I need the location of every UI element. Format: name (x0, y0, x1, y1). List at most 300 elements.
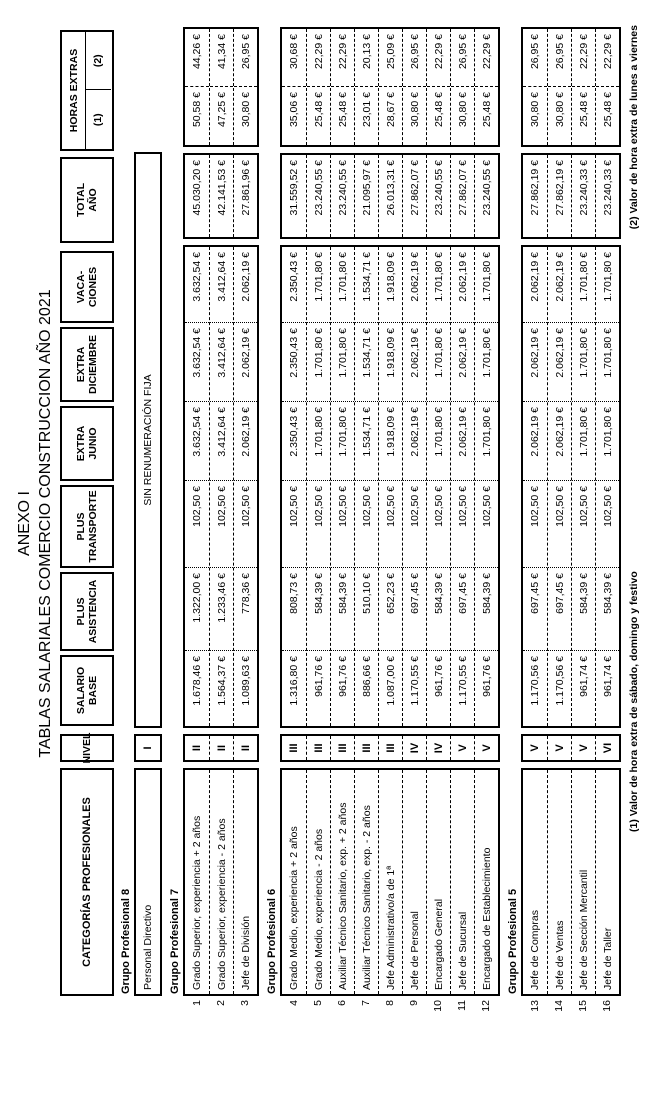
categories-box (280, 768, 500, 996)
row-number: 2 (214, 1000, 227, 1006)
money-cell: 2.062,19 € (403, 323, 426, 402)
total-cell: 21.095,97 € (354, 155, 378, 237)
group (506, 0, 621, 1022)
money-cell: 2.062,19 € (451, 247, 474, 323)
money-cell: 2.062,19 € (451, 323, 474, 402)
money-cell: 1.322,00 € (185, 568, 209, 651)
horas-cell: 35,06 € (288, 92, 300, 128)
horas-cell: 28,67 € (385, 92, 397, 128)
money-cell: 961,76 € (337, 656, 349, 697)
money-cell: 1.701,80 € (331, 323, 354, 402)
header-vacaciones (60, 251, 114, 323)
horas-cell: 30,68 € (282, 29, 306, 87)
horas-row (306, 29, 330, 145)
money-box (521, 245, 621, 728)
table-row (233, 247, 257, 726)
group (168, 0, 259, 1022)
nivel-cell: V (450, 736, 474, 760)
nivel-cell: I (142, 746, 154, 750)
horas-cell: 25,09 € (379, 29, 402, 87)
category-cell: Grado Medio, experiencia + 2 años (288, 826, 300, 990)
horas-cell: 26,95 € (403, 29, 426, 87)
horas-cell: 22,29 € (307, 29, 330, 87)
total-cell: 23.240,55 € (306, 155, 330, 237)
money-cell: 1.701,80 € (331, 247, 354, 323)
money-cell: 961,74 € (602, 656, 614, 697)
header-salario-base (60, 655, 114, 726)
money-cell: 1.701,80 € (307, 402, 330, 481)
category-cell: Grado Superior, experiencia + 2 años (191, 815, 203, 990)
money-cell: 1.170,56 € (554, 656, 566, 706)
money-cell: 584,39 € (331, 568, 354, 651)
money-cell: 2.062,19 € (234, 402, 257, 481)
money-cell: 1.564,37 € (216, 656, 228, 706)
horas-cell: 26,95 € (234, 29, 257, 87)
row-number: 1 (190, 1000, 203, 1006)
nivel-box (521, 734, 621, 762)
row-numbers (134, 996, 161, 1022)
row-number: 13 (528, 1000, 541, 1012)
money-cell: 886,66 € (361, 656, 373, 697)
horas-cell: 22,29 € (331, 29, 354, 87)
horas-cell: 41,34 € (210, 29, 233, 87)
horas-row (402, 29, 426, 145)
total-box (521, 153, 621, 239)
money-cell: 2.350,43 € (282, 247, 306, 323)
category-cell: Encargado de Establecimiento (474, 770, 498, 994)
total-box (280, 153, 500, 239)
footnotes (628, 25, 641, 1022)
total-cell: 23.240,33 € (571, 155, 595, 237)
table-row (185, 247, 209, 726)
money-cell: 1.701,80 € (572, 402, 595, 481)
category-cell: Auxiliar Técnico Sanitario, exp. + 2 años (330, 770, 354, 994)
horas-cell: 30,80 € (529, 92, 541, 128)
money-box (280, 245, 500, 728)
horas-cell: 25,48 € (433, 92, 445, 128)
row-number: 9 (407, 1000, 420, 1006)
header-nivel (60, 734, 114, 762)
table-row (595, 247, 619, 726)
money-cell: 1.170,55 € (409, 656, 421, 706)
horas-cell: 30,80 € (240, 92, 252, 128)
money-cell: 697,45 € (451, 568, 474, 651)
row-numbers (521, 996, 620, 1022)
header-horas-title: HORAS EXTRAS (62, 32, 86, 149)
row-numbers (280, 996, 499, 1022)
money-cell: 102,50 € (379, 481, 402, 568)
nivel-box (134, 734, 162, 762)
footnote-2: (2) Valor de hora extra de lunes a viernes (628, 25, 640, 230)
header-plus-transporte (60, 485, 114, 568)
group-block (521, 0, 621, 1022)
money-cell: 1.701,80 € (596, 402, 619, 481)
horas-cell: 25,48 € (578, 92, 590, 128)
table-row (402, 247, 426, 726)
total-cell: 27.862,19 € (529, 160, 541, 216)
header-horas-sub-1: (1) (92, 113, 104, 127)
category-cell: Grado Superior, experiencia - 2 años (209, 770, 233, 994)
page-title: TABLAS SALARIALES COMERCIO CONSTRUCCION AÑO 2021 (37, 289, 54, 758)
table-row (547, 247, 571, 726)
money-cell: 1.918,09 € (379, 402, 402, 481)
total-box (183, 153, 259, 239)
header-line: VACA- (74, 270, 87, 304)
money-cell: 1.170,55 € (457, 656, 469, 706)
horas-row (571, 29, 595, 145)
category-cell: Jefe de Ventas (547, 770, 571, 994)
header-line: BASE (87, 675, 99, 706)
row-numbers (183, 996, 258, 1022)
money-cell: 961,76 € (481, 656, 493, 697)
horas-cell: 25,48 € (337, 92, 349, 128)
money-cell: 2.062,19 € (234, 323, 257, 402)
money-cell: 1.701,80 € (331, 402, 354, 481)
money-cell: 2.062,19 € (523, 247, 547, 323)
horas-row (233, 29, 257, 145)
money-cell: 102,50 € (307, 481, 330, 568)
nivel-box (183, 734, 259, 762)
nivel-cell: V (474, 736, 498, 760)
group-label: Grupo Profesional 6 (266, 888, 278, 994)
nivel-cell: V (529, 744, 541, 752)
nivel-cell: III (378, 736, 402, 760)
horas-cell: 47,25 € (216, 92, 228, 128)
total-cell: 23.240,55 € (426, 155, 450, 237)
money-cell: 3.412,64 € (210, 402, 233, 481)
category-cell: Jefe Administrativo/a de 1ª (378, 770, 402, 994)
nivel-cell: II (191, 744, 203, 752)
table-body (119, 0, 621, 1022)
money-cell: 1.918,09 € (379, 323, 402, 402)
group-label: Grupo Profesional 5 (507, 888, 519, 994)
horas-cell: 30,80 € (554, 92, 566, 128)
money-cell: 584,39 € (572, 568, 595, 651)
header-plus-asistencia (60, 572, 114, 651)
nivel-cell: IV (402, 736, 426, 760)
group-block (280, 0, 500, 1022)
horas-cell: 25,48 € (313, 92, 325, 128)
nivel-cell: V (571, 736, 595, 760)
money-cell: 102,50 € (282, 481, 306, 568)
money-cell: 2.062,19 € (523, 323, 547, 402)
row-number: 5 (311, 1000, 324, 1006)
money-cell: 2.062,19 € (523, 402, 547, 481)
category-cell: Jefe de Sección Mercantil (571, 770, 595, 994)
header-line: PLUS (74, 512, 87, 541)
horas-box (521, 27, 621, 147)
nivel-cell: II (209, 736, 233, 760)
total-cell: 45.030,20 € (191, 160, 203, 216)
table-row (354, 247, 378, 726)
horas-row (330, 29, 354, 145)
row-number: 10 (431, 1000, 444, 1012)
money-cell: 102,50 € (403, 481, 426, 568)
money-cell: 102,50 € (523, 481, 547, 568)
header-line: ASISTENCIA (87, 579, 99, 644)
money-cell: 102,50 € (475, 481, 498, 568)
nivel-cell: V (547, 736, 571, 760)
horas-cell: 22,29 € (475, 29, 498, 87)
money-cell: 1.701,80 € (596, 323, 619, 402)
total-cell: 27.861,96 € (233, 155, 257, 237)
table-row (523, 247, 547, 726)
money-cell: 584,39 € (427, 568, 450, 651)
money-cell: 1.316,80 € (288, 656, 300, 706)
money-cell: 1.701,80 € (475, 323, 498, 402)
money-cell: 1.918,09 € (379, 247, 402, 323)
horas-box (183, 27, 259, 147)
horas-row (282, 29, 306, 145)
money-cell: 1.678,46 € (191, 656, 203, 706)
horas-row (426, 29, 450, 145)
row-number: 6 (335, 1000, 348, 1006)
horas-cell: 20,13 € (355, 29, 378, 87)
horas-row (523, 29, 547, 145)
table-row (209, 247, 233, 726)
money-box (183, 245, 259, 728)
horas-row (209, 29, 233, 145)
money-cell: 2.062,19 € (234, 247, 257, 323)
nivel-cell: III (354, 736, 378, 760)
money-cell: 102,50 € (451, 481, 474, 568)
categories-box (134, 768, 162, 996)
total-cell: 27.862,07 € (450, 155, 474, 237)
nivel-cell: III (306, 736, 330, 760)
money-cell: 3.632,54 € (185, 402, 209, 481)
header-horas-extras (60, 30, 114, 151)
category-cell: Grado Medio, experiencia - 2 años (306, 770, 330, 994)
horas-box (280, 27, 500, 147)
nivel-cell: III (288, 743, 300, 753)
money-cell: 584,39 € (307, 568, 330, 651)
header-categorias (60, 768, 114, 996)
categories-box (521, 768, 621, 996)
money-cell: 1.701,80 € (427, 247, 450, 323)
header-nivel-label: NIVEL (80, 732, 93, 764)
money-cell: 584,39 € (596, 568, 619, 651)
money-cell: 102,50 € (572, 481, 595, 568)
header-line: EXTRA (74, 346, 87, 383)
header-line: SALARIO (74, 666, 87, 715)
group-block (134, 0, 162, 1022)
money-cell: 102,50 € (596, 481, 619, 568)
category-cell: Encargado General (426, 770, 450, 994)
horas-cell: 50,58 € (191, 92, 203, 128)
categories-box (183, 768, 259, 996)
money-cell: 1.087,00 € (385, 656, 397, 706)
table-row (282, 247, 306, 726)
total-cell: 23.240,33 € (595, 155, 619, 237)
category-cell: Personal Directivo (142, 904, 154, 990)
total-cell: 42.141,53 € (209, 155, 233, 237)
footnote-1: (1) Valor de hora extra de sábado, domingo y festivo (628, 571, 640, 832)
money-cell: 778,36 € (234, 568, 257, 651)
horas-row (378, 29, 402, 145)
money-cell: 1.089,63 € (240, 656, 252, 706)
nivel-cell: III (330, 736, 354, 760)
row-number (137, 996, 161, 1022)
header-line: TOTAL (74, 182, 87, 218)
category-cell: Jefe de División (233, 770, 257, 994)
nivel-cell: VI (595, 736, 619, 760)
money-cell: 1.170,56 € (529, 656, 541, 706)
money-cell: 1.701,80 € (475, 247, 498, 323)
total-cell: 27.862,19 € (547, 155, 571, 237)
money-cell: 102,50 € (355, 481, 378, 568)
horas-cell: 23,01 € (361, 92, 373, 128)
money-cell: 808,73 € (282, 568, 306, 651)
row-number: 16 (600, 1000, 613, 1012)
table-row (450, 247, 474, 726)
annex-title: ANEXO I (16, 491, 33, 556)
horas-row (595, 29, 619, 145)
special-note-box (134, 152, 162, 728)
money-cell: 697,45 € (403, 568, 426, 651)
money-cell: 697,45 € (523, 568, 547, 651)
money-cell: 102,50 € (234, 481, 257, 568)
group (265, 0, 500, 1022)
money-cell: 1.534,71 € (355, 247, 378, 323)
horas-cell: 26,95 € (523, 29, 547, 87)
money-cell: 2.062,19 € (451, 402, 474, 481)
horas-cell: 30,80 € (457, 92, 469, 128)
horas-cell: 30,80 € (409, 92, 421, 128)
salary-table (60, 0, 641, 1098)
row-number: 7 (359, 1000, 372, 1006)
header-horas-sub-2: (2) (86, 32, 111, 91)
row-number: 8 (383, 1000, 396, 1006)
money-cell: 584,39 € (475, 568, 498, 651)
money-cell: 102,50 € (331, 481, 354, 568)
table-row (426, 247, 450, 726)
category-cell: Jefe de Taller (595, 770, 619, 994)
money-cell: 510,10 € (355, 568, 378, 651)
horas-cell: 26,95 € (548, 29, 571, 87)
group-block (183, 0, 259, 1022)
money-cell: 2.062,19 € (548, 402, 571, 481)
horas-row (474, 29, 498, 145)
header-line: AÑO (87, 188, 99, 212)
table-row (330, 247, 354, 726)
money-cell: 652,23 € (379, 568, 402, 651)
row-number: 4 (287, 1000, 300, 1006)
total-cell: 26.013,31 € (378, 155, 402, 237)
money-cell: 3.412,64 € (210, 247, 233, 323)
table-row (571, 247, 595, 726)
horas-cell: 25,48 € (602, 92, 614, 128)
header-line: JUNIO (87, 427, 99, 460)
table-row (306, 247, 330, 726)
money-cell: 102,50 € (210, 481, 233, 568)
table-header (60, 0, 114, 1022)
total-cell: 27.862,07 € (402, 155, 426, 237)
money-cell: 1.701,80 € (427, 402, 450, 481)
money-cell: 3.632,54 € (185, 247, 209, 323)
header-line: EXTRA (74, 425, 87, 462)
money-cell: 102,50 € (185, 481, 209, 568)
money-cell: 102,50 € (427, 481, 450, 568)
header-extra-diciembre (60, 327, 114, 402)
money-cell: 961,74 € (578, 656, 590, 697)
horas-cell: 44,26 € (185, 29, 209, 87)
category-cell: Auxiliar Técnico Sanitario, exp. - 2 años (354, 770, 378, 994)
nivel-cell: IV (426, 736, 450, 760)
nivel-cell: II (233, 736, 257, 760)
group (119, 0, 162, 1022)
row-number: 14 (552, 1000, 565, 1012)
money-cell: 1.701,80 € (572, 323, 595, 402)
table-row (378, 247, 402, 726)
group-label: Grupo Profesional 7 (169, 888, 181, 994)
header-total-ano (60, 157, 114, 243)
header-money-columns (60, 249, 114, 728)
horas-cell: 22,29 € (572, 29, 595, 87)
header-horas-subs (86, 32, 111, 149)
money-cell: 2.062,19 € (403, 247, 426, 323)
header-line: PLUS (74, 597, 87, 626)
horas-cell: 25,48 € (481, 92, 493, 128)
total-cell: 23.240,55 € (330, 155, 354, 237)
row-number: 12 (479, 1000, 492, 1012)
category-cell: Jefe de Compras (529, 910, 541, 990)
row-number: 3 (238, 1000, 251, 1006)
header-line: TRANSPORTE (87, 490, 99, 563)
horas-cell: 26,95 € (451, 29, 474, 87)
category-cell: Jefe de Sucursal (450, 770, 474, 994)
money-cell: 1.701,80 € (307, 247, 330, 323)
total-cell: 31.559,52 € (288, 160, 300, 216)
money-cell: 1.701,80 € (427, 323, 450, 402)
row-number: 11 (455, 1000, 468, 1011)
header-categorias-label: CATEGORÍAS PROFESIONALES (80, 797, 93, 967)
money-cell: 1.233,46 € (210, 568, 233, 651)
nivel-box (280, 734, 500, 762)
group-label: Grupo Profesional 8 (120, 888, 132, 994)
money-cell: 2.350,43 € (282, 323, 306, 402)
money-cell: 3.412,64 € (210, 323, 233, 402)
special-note-cell: SIN RENUMERACIÓN FIJA (142, 374, 154, 506)
header-extra-junio (60, 406, 114, 481)
document-titles (0, 25, 56, 1022)
row-number: 15 (576, 1000, 589, 1012)
money-cell: 1.701,80 € (596, 247, 619, 323)
horas-cell: 22,29 € (596, 29, 619, 87)
money-cell: 2.062,19 € (403, 402, 426, 481)
money-cell: 1.534,71 € (355, 323, 378, 402)
money-cell: 1.534,71 € (355, 402, 378, 481)
header-line: DICIEMBRE (87, 335, 99, 394)
money-cell: 961,76 € (433, 656, 445, 697)
money-cell: 2.062,19 € (548, 323, 571, 402)
horas-row (450, 29, 474, 145)
money-cell: 1.701,80 € (475, 402, 498, 481)
horas-cell: 22,29 € (427, 29, 450, 87)
table-row (474, 247, 498, 726)
total-cell: 23.240,55 € (474, 155, 498, 237)
horas-row (185, 29, 209, 145)
category-cell: Jefe de Personal (402, 770, 426, 994)
money-cell: 961,76 € (313, 656, 325, 697)
money-cell: 102,50 € (548, 481, 571, 568)
money-cell: 1.701,80 € (572, 247, 595, 323)
money-cell: 2.350,43 € (282, 402, 306, 481)
money-cell: 2.062,19 € (548, 247, 571, 323)
money-cell: 697,45 € (548, 568, 571, 651)
horas-row (547, 29, 571, 145)
horas-row (354, 29, 378, 145)
money-cell: 1.701,80 € (307, 323, 330, 402)
